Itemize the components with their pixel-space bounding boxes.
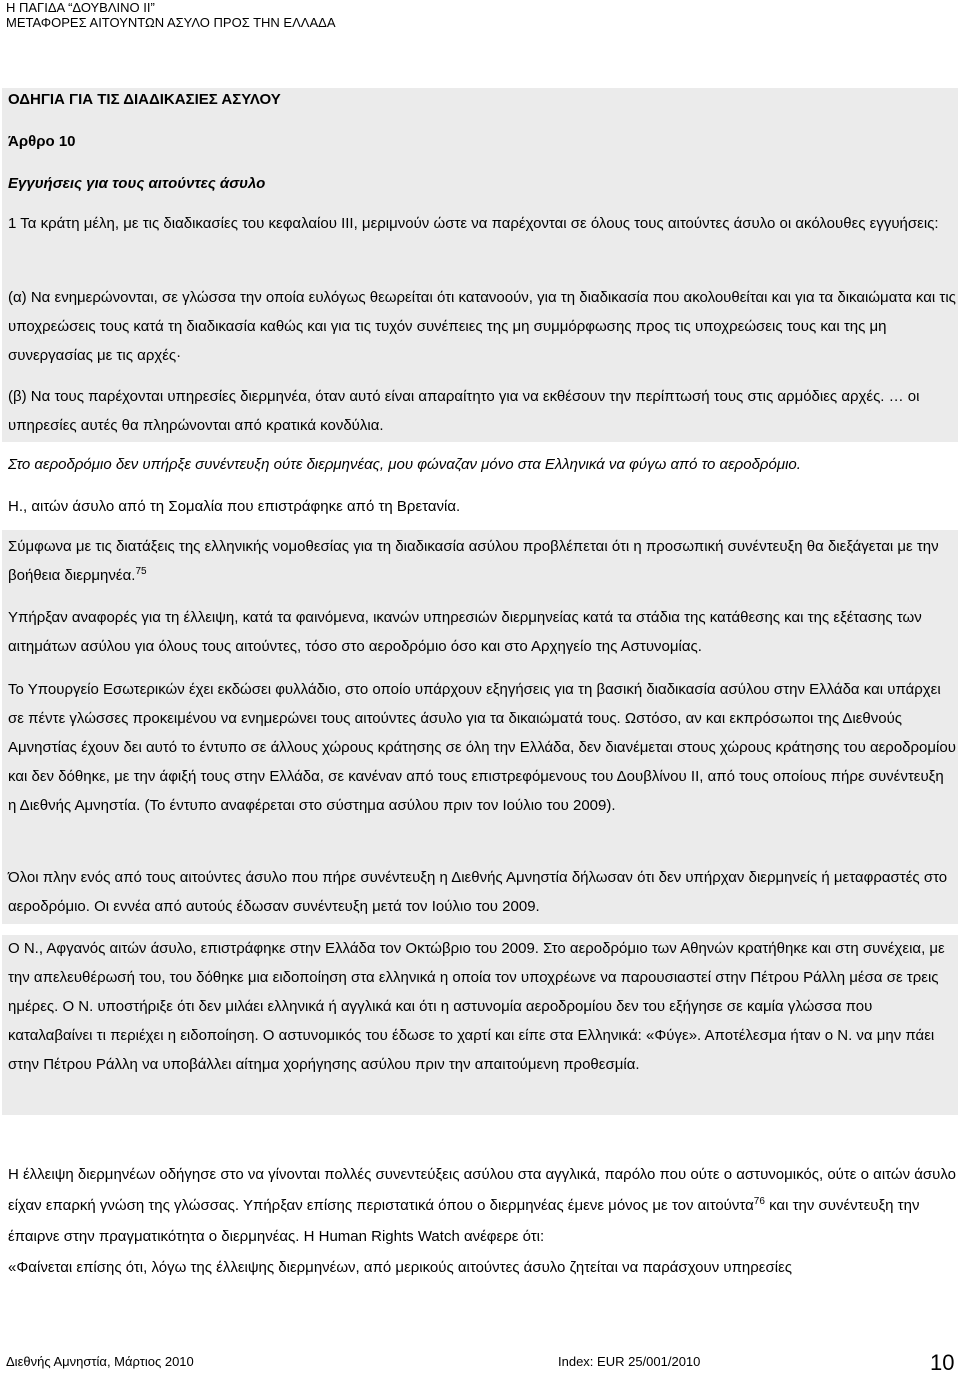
- article-paragraph-b: (β) Να τους παρέχονται υπηρεσίες διερμηνέα, όταν αυτό είναι απαραίτητο για να εκθέσουν την περίπτωσή τους στις αρμόδιες αρχές. … οι υπηρεσίες αυτές θα πληρώνονται από κρατικά κονδύλια.: [8, 388, 920, 434]
- article-number: Άρθρο 10: [8, 133, 76, 150]
- interviews-paragraph: Όλοι πλην ενός από τους αιτούντες άσυλο που πήρε συνέντευξη η Διεθνής Αμνηστία δήλωσαν ότι δεν υπήρχαν διερμηνείς ή μεταφραστές στο αεροδρόμιο. Οι εννέα από αυτούς έδωσαν συνέντευξη μετά τον Ιούλιο του 2009.: [8, 869, 948, 915]
- article-subtitle: Εγγυήσεις για τους αιτούντες άσυλο: [8, 175, 266, 192]
- interpretation-reports-paragraph: Υπήρξαν αναφορές για τη έλλειψη, κατά τα φαινόμενα, ικανών υπηρεσιών διερμηνείας κατά τα στάδια της κατάθεσης και της εξέτασης των αιτημάτων ασύλου για όλους τους αιτούντες, τόσο στο αεροδρόμιο όσο και στο Αρχηγείο της Αστυνομίας.: [8, 609, 922, 655]
- running-header: [6, 0, 336, 30]
- legislation-paragraph: [8, 532, 956, 590]
- footnote-ref-75: 75: [135, 566, 147, 577]
- testimony-attribution: Η., αιτών άσυλο από τη Σομαλία που επιστράφηκε από τη Βρετανία.: [8, 498, 461, 515]
- article-paragraph-1: 1 Τα κράτη μέλη, με τις διαδικασίες του κεφαλαίου ΙΙΙ, μεριμνούν ώστε να παρέχονται σε όλους τους αιτούντες άσυλο οι ακόλουθες εγγυήσεις:: [8, 215, 939, 232]
- footer-publisher: Διεθνής Αμνηστία, Μάρτιος 2010: [6, 1354, 194, 1369]
- directive-heading: ΟΔΗΓΙΑ ΓΙΑ ΤΙΣ ΔΙΑΔΙΚΑΣΙΕΣ ΑΣΥΛΟΥ: [8, 91, 281, 108]
- footer-index: Index: EUR 25/001/2010: [558, 1354, 701, 1369]
- header-title: Η ΠΑΓΙΔΑ “ΔΟΥΒΛΙΝΟ ΙΙ”: [6, 0, 155, 15]
- leaflet-paragraph: Το Υπουργείο Εσωτερικών έχει εκδώσει φυλλάδιο, στο οποίο υπάρχουν εξηγήσεις για τη βασική διαδικασία ασύλου στην Ελλάδα και υπάρχει σε πέντε γλώσσες προκειμένου να ενημερώνει τους αιτούντες άσυλο για τα δικαιώματά τους. Ωστόσο, αν και εκπρόσωποι της Διεθνούς Αμνηστίας έχουν δει αυτό το έντυπο σε άλλους χώρους κράτησης σε όλη την Ελλάδα, δεν διανέμεται στους χώρους κράτησης του αεροδρομίου και δεν δόθηκε, με την άφιξή τους στην Ελλάδα, σε κανέναν από τους επιστρεφόμενους του Δουβλίνου ΙΙ, από τους οποίους πήρε συνέντευξη η Διεθνής Αμνηστία. (Το έντυπο αναφέρεται στο σύστημα ασύλου πριν τον Ιούλιο του 2009).: [8, 681, 956, 814]
- body-text-a: Η έλλειψη διερμηνέων οδήγησε στο να γίνονται πολλές συνεντεύξεις ασύλου στα αγγλικά, παρόλο που ούτε ο αστυνομικός, ούτε ο αιτών άσυλο είχαν επαρκή γνώση της γλώσσας. Υπήρξαν επίσης περιστατικά όπου ο διερμηνέας έμενε μόνος με τον αιτούντα: [8, 1166, 957, 1214]
- body-paragraph: [8, 1159, 956, 1252]
- hrw-quote: «Φαίνεται επίσης ότι, λόγω της έλλειψης διερμηνέων, από μερικούς αιτούντες άσυλο ζητείται να παράσχουν υπηρεσίες: [8, 1259, 792, 1276]
- legislation-text: Σύμφωνα με τις διατάξεις της ελληνικής νομοθεσίας για τη διαδικασία ασύλου προβλέπεται ότι η προσωπική συνέντευξη θα διεξάγεται με την βοήθεια διερμηνέα.: [8, 538, 939, 584]
- case-paragraph: Ο Ν., Αφγανός αιτών άσυλο, επιστράφηκε στην Ελλάδα τον Οκτώβριο του 2009. Στο αεροδρόμιο των Αθηνών κρατήθηκε και στη συνέχεια, με την απελευθέρωσή του, του δόθηκε μια ειδοποίηση στα ελληνικά η οποία τον υποχρέωνε να παρουσιαστεί στην Πέτρου Ράλλη μέσα σε τρεις ημέρες. Ο Ν. υποστήριξε ότι δεν μιλάει ελληνικά ή αγγλικά και ότι η αστυνομία αεροδρομίου δεν του εξήγησε σε καμία γλώσσα που καταλαβαίνει τι περιέχει η ειδοποίηση. Ο αστυνομικός του έδωσε το χαρτί και είπε στα Ελληνικά: «Φύγε». Αποτέλεσμα ήταν ο Ν. να μην πάει στην Πέτρου Ράλλη να υποβάλλει αίτημα χορήγησης ασύλου πριν την απαιτούμενη προθεσμία.: [8, 940, 945, 1073]
- footnote-ref-76: 76: [753, 1196, 765, 1207]
- body-text-b: και την συνέντευξη την έπαιρνε στην πραγματικότητα ο διερμηνέας. Η Human Rights Watch ανέφερε ότι:: [8, 1197, 920, 1245]
- page-number: 10: [930, 1350, 955, 1375]
- article-paragraph-a: (α) Να ενημερώνονται, σε γλώσσα την οποία ευλόγως θεωρείται ότι κατανοούν, για τη διαδικασία που ακολουθείται και για τα δικαιώματα και τις υποχρεώσεις τους κατά τη διαδικασία καθώς και για τις τυχόν συνέπειες της μη συμμόρφωσης προς τις υποχρεώσεις τους και της μη συνεργασίας με τις αρχές·: [8, 289, 956, 364]
- testimony-quote: Στο αεροδρόμιο δεν υπήρξε συνέντευξη ούτε διερμηνέας, μου φώναζαν μόνο στα Ελληνικά να φύγω από το αεροδρόμιο.: [8, 456, 801, 473]
- header-subtitle: ΜΕΤΑΦΟΡΕΣ ΑΙΤΟΥΝΤΩΝ ΑΣΥΛΟ ΠΡΟΣ ΤΗΝ ΕΛΛΑΔΑ: [6, 15, 336, 30]
